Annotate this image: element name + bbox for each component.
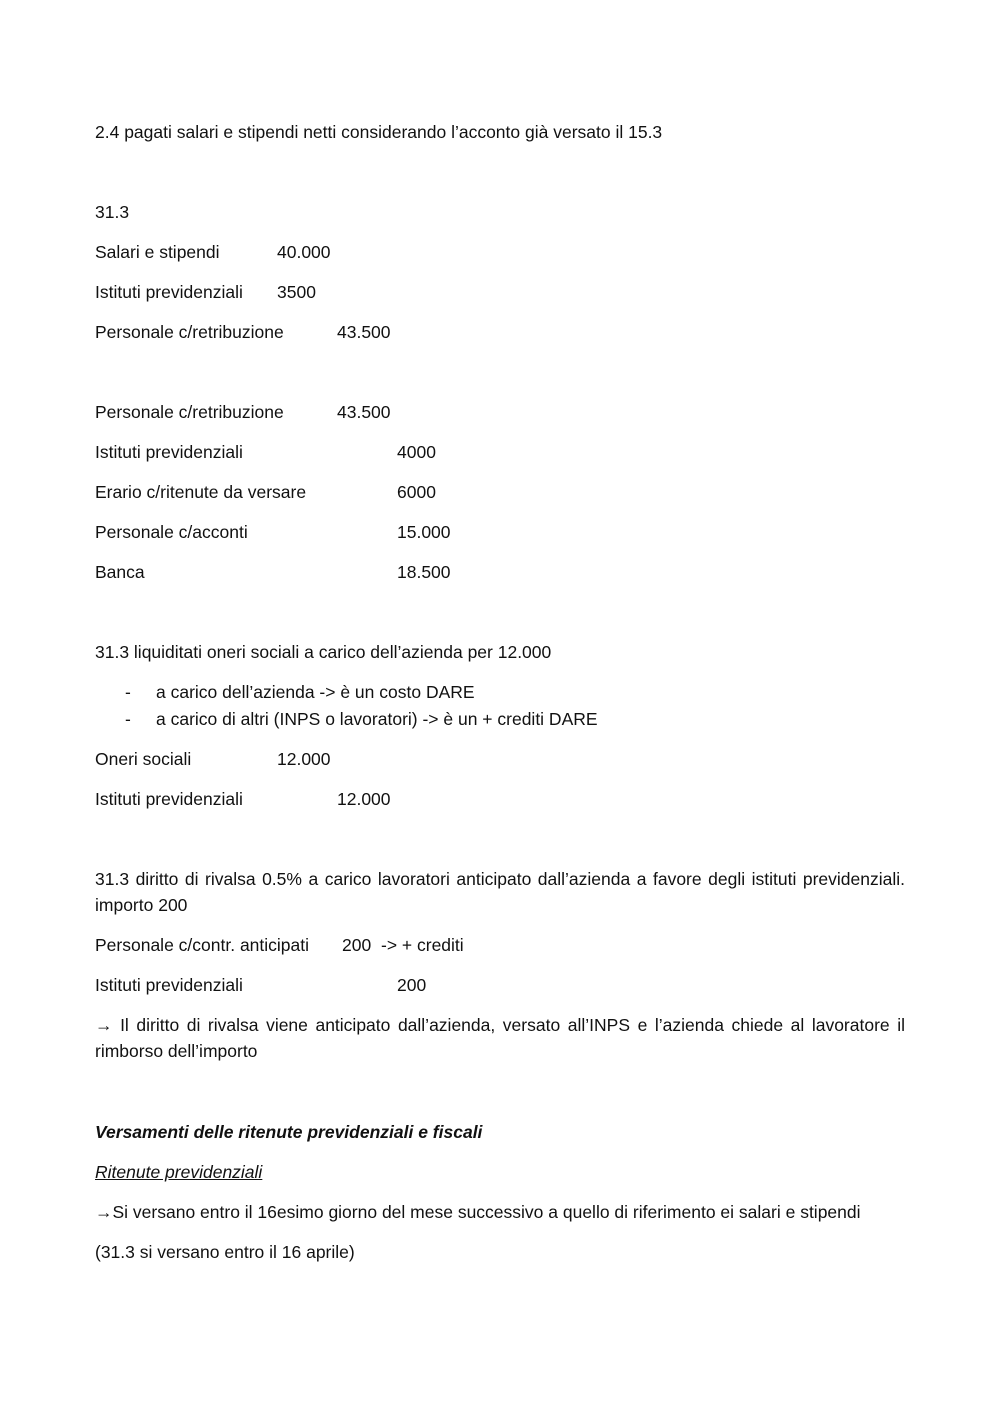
entry2-account-4: Personale c/acconti [95, 522, 248, 542]
bullet-dash-2: - [125, 709, 131, 729]
section3-amount-2: 200 [397, 975, 427, 995]
section4-line-2: (31.3 si versano entro il 16 aprile) [95, 1242, 355, 1262]
entry2-amount-3: 6000 [397, 482, 436, 502]
section2-amount-2: 12.000 [337, 789, 391, 809]
bullet-item-2: a carico di altri (INPS o lavoratori) -> è un + crediti DARE [156, 709, 598, 729]
entry1-date: 31.3 [95, 202, 130, 222]
entry1-account-3: Personale c/retribuzione [95, 322, 284, 342]
section3-note: → Il diritto di rivalsa viene anticipato dall’azienda, versato all’INPS e l’azienda chiede al lavoratore il rimborso dell’importo [95, 1015, 905, 1061]
intro-line: 2.4 pagati salari e stipendi netti considerando l’acconto già versato il 15.3 [95, 122, 663, 142]
entry1-amount-1: 40.000 [277, 242, 331, 262]
section4-line-1: →Si versano entro il 16esimo giorno del mese successivo a quello di riferimento ei salari e stipendi [95, 1202, 861, 1222]
section4-subheading: Ritenute previdenziali [95, 1162, 263, 1182]
entry1-amount-3: 43.500 [337, 322, 391, 342]
entry1-account-1: Salari e stipendi [95, 242, 220, 262]
entry1-amount-2: 3500 [277, 282, 316, 302]
entry2-account-3: Erario c/ritenute da versare [95, 482, 307, 502]
entry2-account-2: Istituti previdenziali [95, 442, 243, 462]
section3-account-2: Istituti previdenziali [95, 975, 243, 995]
entry2-account-5: Banca [95, 562, 145, 582]
entry2-amount-5: 18.500 [397, 562, 451, 582]
entry2-amount-4: 15.000 [397, 522, 451, 542]
entry2-amount-1: 43.500 [337, 402, 391, 422]
section3-paragraph: 31.3 diritto di rivalsa 0.5% a carico lavoratori anticipato dall’azienda a favore degli istituti previdenziali. importo 200 [95, 869, 905, 915]
section3-amount-1: 200 [342, 935, 372, 955]
entry1-account-2: Istituti previdenziali [95, 282, 243, 302]
section2-account-2: Istituti previdenziali [95, 789, 243, 809]
section2-title: 31.3 liquiditati oneri sociali a carico dell’azienda per 12.000 [95, 642, 552, 662]
bullet-dash-1: - [125, 682, 131, 702]
entry2-account-1: Personale c/retribuzione [95, 402, 284, 422]
section2-account-1: Oneri sociali [95, 749, 192, 769]
section4-heading: Versamenti delle ritenute previdenziali e fiscali [95, 1122, 483, 1142]
entry2-amount-2: 4000 [397, 442, 436, 462]
section2-amount-1: 12.000 [277, 749, 331, 769]
section3-account-1: Personale c/contr. anticipati [95, 935, 310, 955]
section3-note-1: -> + crediti [381, 935, 464, 955]
bullet-item-1: a carico dell’azienda -> è un costo DARE [156, 682, 475, 702]
